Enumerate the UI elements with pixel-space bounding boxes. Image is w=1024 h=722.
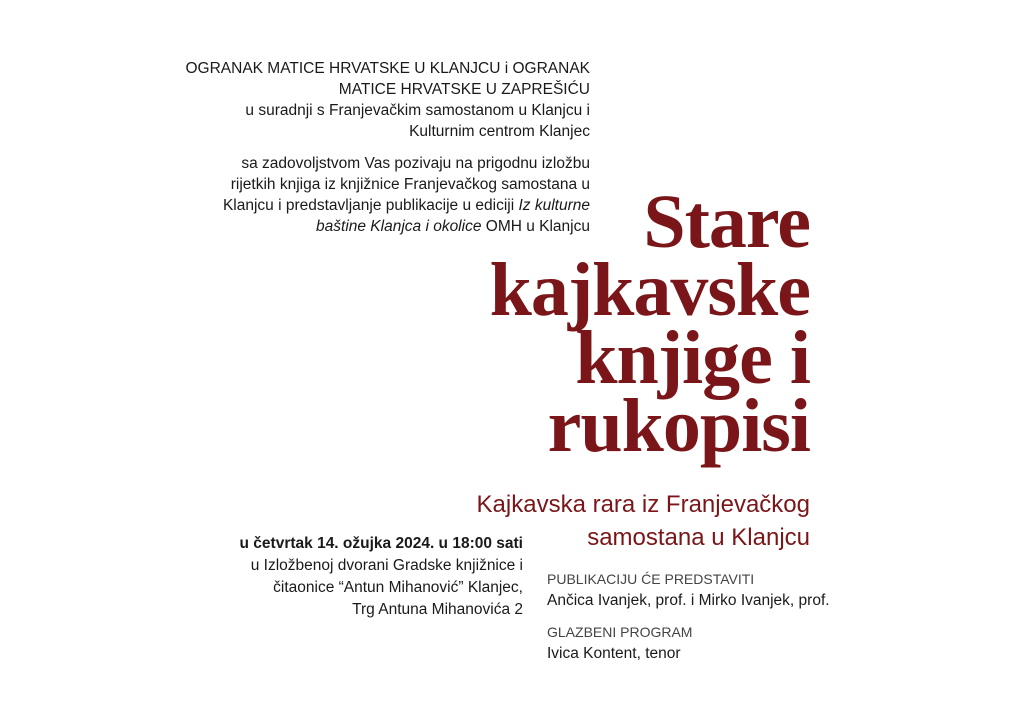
- organizers-line: MATICE HRVATSKE U ZAPREŠIĆU: [338, 81, 590, 98]
- invite-line: Klanjcu i predstavljanje publikacije u ediciji: [222, 197, 519, 214]
- cooperation-line: Kulturnim centrom Klanjec: [409, 123, 590, 140]
- edition-title: baštine Klanjca i okolice: [316, 218, 482, 235]
- program-credits: [547, 568, 830, 665]
- exhibition-title: [489, 180, 810, 468]
- invite-line: sa zadovoljstvom Vas pozivaju na prigodnu izložbu: [241, 155, 590, 172]
- edition-title: Iz kulturne: [518, 197, 590, 214]
- event-details: [150, 533, 523, 621]
- venue-line: čitaonice “Antun Mihanović” Klanjec,: [273, 579, 523, 596]
- invite-line: rijetkih knjiga iz knjižnice Franjevačkog samostana u: [230, 176, 590, 193]
- presenters: Ančica Ivanjek, prof. i Mirko Ivanjek, prof.: [547, 592, 830, 609]
- music-label: GLAZBENI PROGRAM: [547, 624, 693, 640]
- title-line: Stare: [643, 180, 810, 264]
- invite-line: OMH u Klanjcu: [481, 218, 590, 235]
- exhibition-subtitle: [477, 488, 810, 554]
- venue-address: Trg Antuna Mihanovića 2: [352, 601, 523, 618]
- venue-line: u Izložbenoj dvorani Gradske knjižnice i: [250, 557, 523, 574]
- title-line: knjige i: [575, 316, 810, 400]
- title-line: rukopisi: [547, 384, 810, 468]
- subtitle-line: samostana u Klanjcu: [587, 524, 810, 551]
- subtitle-line: Kajkavska rara iz Franjevačkog: [476, 491, 810, 518]
- title-line: kajkavske: [489, 248, 810, 332]
- event-date: u četvrtak 14. ožujka 2024. u 18:00 sati: [239, 535, 523, 552]
- organizers: [120, 58, 590, 142]
- organizers-line: OGRANAK MATICE HRVATSKE U KLANJCU i OGRANAK: [185, 60, 590, 77]
- cooperation-line: u suradnji s Franjevačkim samostanom u Klanjcu i: [245, 102, 590, 119]
- music-performer: Ivica Kontent, tenor: [547, 645, 681, 662]
- presenters-label: PUBLIKACIJU ĆE PREDSTAVITI: [547, 571, 755, 587]
